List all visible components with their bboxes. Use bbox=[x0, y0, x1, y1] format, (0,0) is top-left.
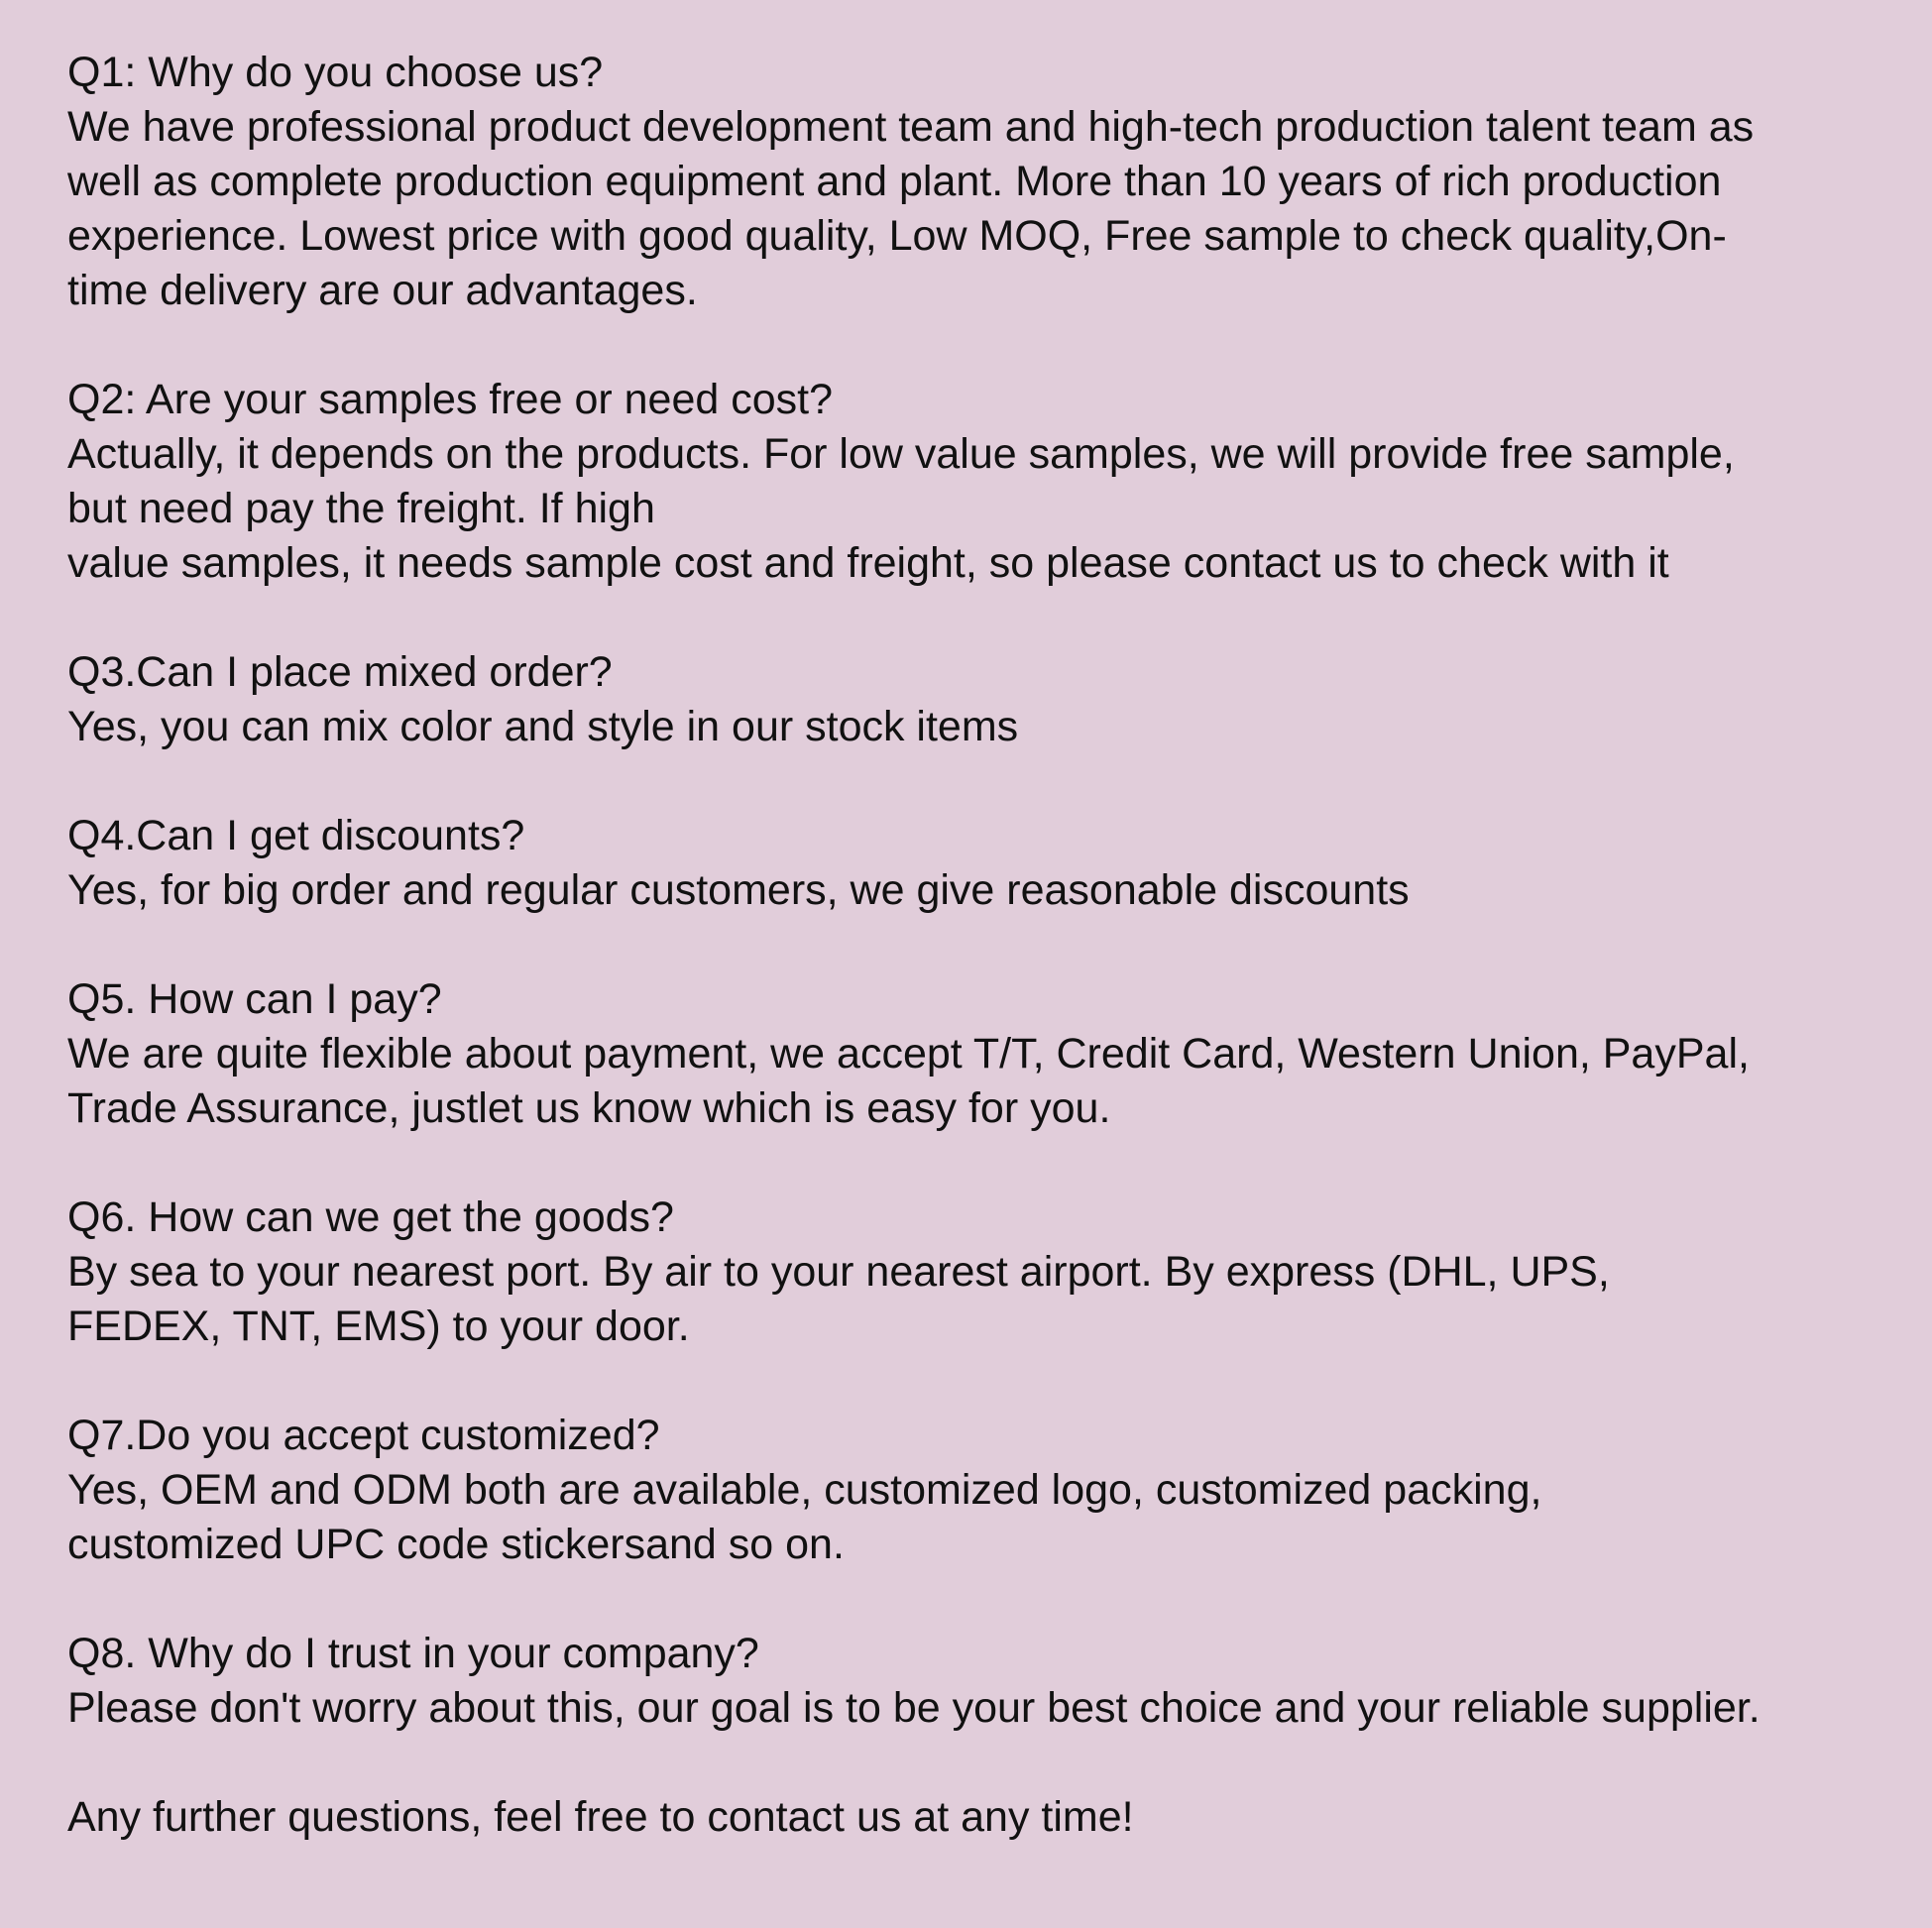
faq-question: Q5. How can I pay? bbox=[67, 975, 442, 1023]
faq-answer-line: Please don't worry about this, our goal is to be your best choice and your reliable supplier. bbox=[67, 1684, 1761, 1732]
faq-question: Q3.Can I place mixed order? bbox=[67, 648, 613, 696]
faq-answer-line: We have professional product development team and high-tech production talent team as bbox=[67, 103, 1755, 151]
faq-question: Q6. How can we get the goods? bbox=[67, 1193, 674, 1241]
faq-answer-line: FEDEX, TNT, EMS) to your door. bbox=[67, 1303, 690, 1350]
faq-answer-line: Actually, it depends on the products. For low value samples, we will provide free sample, bbox=[67, 430, 1735, 478]
faq-question: Q8. Why do I trust in your company? bbox=[67, 1630, 759, 1677]
faq-item-q5 bbox=[67, 972, 1892, 1136]
faq-list bbox=[67, 46, 1892, 1845]
faq-answer-line: customized UPC code stickersand so on. bbox=[67, 1521, 845, 1568]
faq-question: Q7.Do you accept customized? bbox=[67, 1412, 660, 1459]
faq-answer-line: experience. Lowest price with good quality, Low MOQ, Free sample to check quality,On- bbox=[67, 212, 1727, 260]
faq-answer-line: We are quite flexible about payment, we accept T/T, Credit Card, Western Union, PayPal, bbox=[67, 1030, 1750, 1077]
closing-text: Any further questions, feel free to contact us at any time! bbox=[67, 1793, 1134, 1841]
faq-answer-line: Yes, OEM and ODM both are available, customized logo, customized packing, bbox=[67, 1466, 1542, 1514]
faq-item-q6 bbox=[67, 1191, 1892, 1354]
faq-item-q4 bbox=[67, 809, 1892, 918]
faq-answer-line: Yes, you can mix color and style in our stock items bbox=[67, 703, 1019, 750]
faq-answer-line: well as complete production equipment and plant. More than 10 years of rich production bbox=[67, 158, 1722, 205]
faq-item-q7 bbox=[67, 1409, 1892, 1572]
faq-answer-line: value samples, it needs sample cost and freight, so please contact us to check with it bbox=[67, 539, 1669, 587]
faq-answer-line: Yes, for big order and regular customers, we give reasonable discounts bbox=[67, 866, 1410, 914]
faq-answer-line: Trade Assurance, justlet us know which is easy for you. bbox=[67, 1084, 1111, 1132]
faq-answer-line: but need pay the freight. If high bbox=[67, 485, 655, 532]
faq-question: Q2: Are your samples free or need cost? bbox=[67, 376, 834, 423]
closing-note bbox=[67, 1790, 1892, 1845]
faq-question: Q1: Why do you choose us? bbox=[67, 49, 604, 96]
faq-item-q8 bbox=[67, 1627, 1892, 1736]
faq-item-q1 bbox=[67, 46, 1892, 318]
faq-question: Q4.Can I get discounts? bbox=[67, 812, 525, 859]
faq-item-q3 bbox=[67, 645, 1892, 754]
faq-answer-line: By sea to your nearest port. By air to your nearest airport. By express (DHL, UPS, bbox=[67, 1248, 1610, 1296]
faq-answer-line: time delivery are our advantages. bbox=[67, 267, 698, 314]
faq-item-q2 bbox=[67, 373, 1892, 591]
